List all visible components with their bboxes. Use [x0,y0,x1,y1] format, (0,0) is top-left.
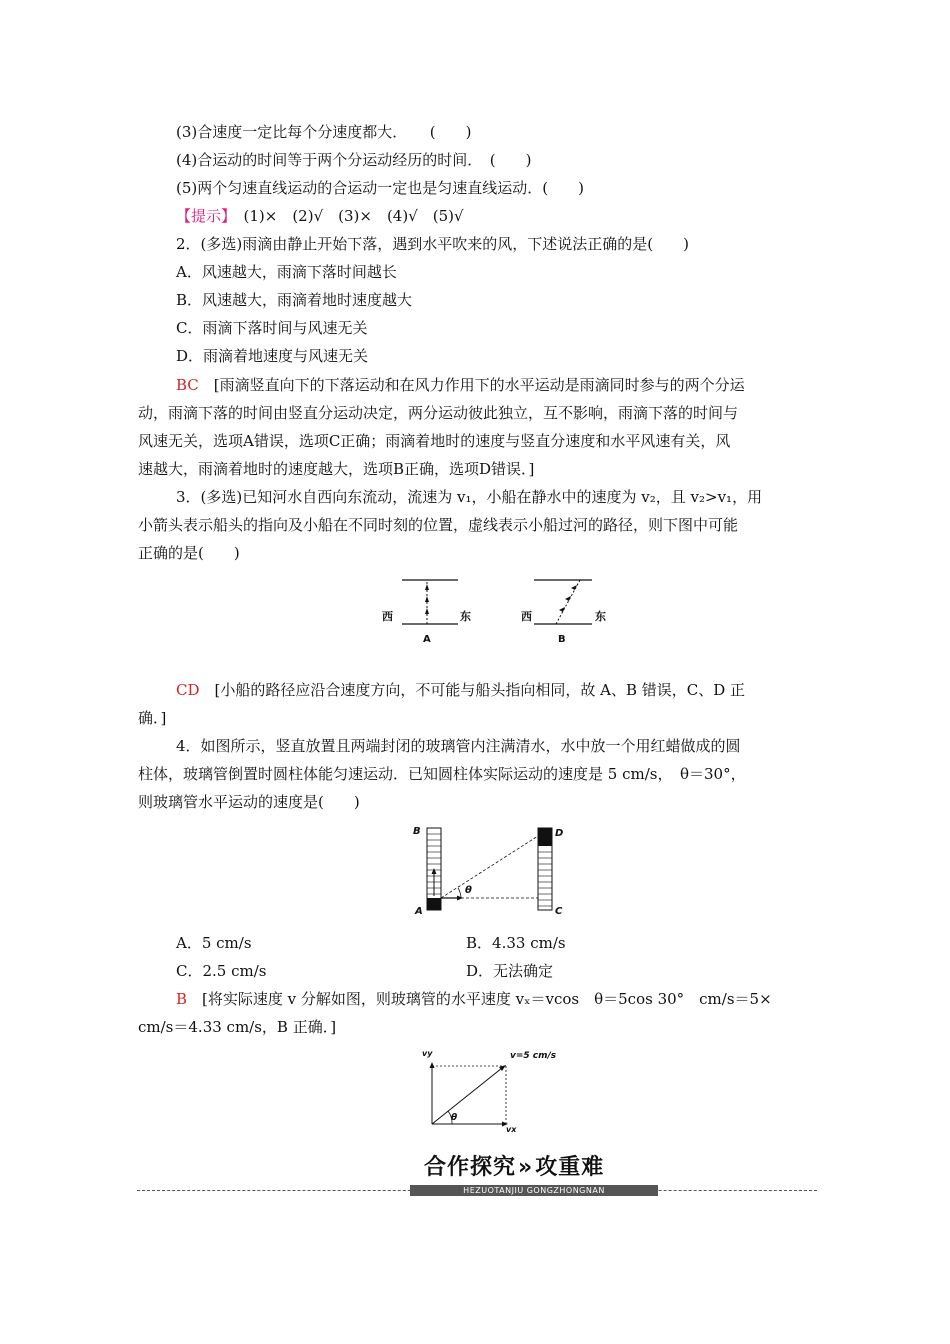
arrow-up-icon [432,868,437,874]
judge-item-5: (5)两个匀速直线运动的合运动一定也是匀速直线运动．( ) [176,179,584,197]
q3-explanation-1: [小船的路径应沿合速度方向，不可能与船头指向相同，故 A、B 错误，C、D 正 [199,681,746,699]
figure-b-west-label: 西 [521,610,532,623]
q3-explanation-2: 确．] [138,709,167,727]
q4-stem-2: 柱体，玻璃管倒置时圆柱体能匀速运动．已知圆柱体实际运动的速度是 5 cm/s， θ＝30°， [138,765,746,783]
label-theta: θ [451,1113,458,1123]
label-b: B [413,826,421,837]
chevron-right-icon: » [518,1155,534,1180]
section-banner-subtitle: HEZUOTANJIU GONGZHONGNAN [410,1185,658,1196]
figure-b-east-label: 东 [595,610,606,623]
q2-option-b: B．风速越大，雨滴着地时速度越大 [176,291,413,309]
q3-stem-1: 3．(多选)已知河水自西向东流动，流速为 v₁，小船在静水中的速度为 v₂，且 v₂>v₁，用 [176,488,763,506]
q2-explanation-2: 动，雨滴下落的时间由竖直分运动决定，两分运动彼此独立，互不影响，雨滴下落的时间与 [138,404,739,422]
judge-item-4: (4)合运动的时间等于两个分运动经历的时间． ( ) [176,151,532,169]
q2-answer-line [176,375,745,395]
q2-explanation-3: 风速无关，选项A错误，选项C正确；雨滴着地时的速度与竖直分速度和水平风速有关，风 [138,432,731,450]
q2-option-c: C．雨滴下落时间与风速无关 [176,319,368,337]
red-wax-cylinder-end [538,828,552,846]
figure-b-path [556,580,580,624]
right-tube-stripes [538,852,552,906]
hint-line [176,206,464,226]
q4-option-b: B．4.33 cm/s [466,934,566,952]
q4-option-a: A．5 cm/s [176,934,252,952]
q4-option-c: C．2.5 cm/s [176,962,267,980]
resultant-velocity-vector [432,1068,502,1124]
q4-explanation-2: cm/s＝4.33 cm/s，B 正确．] [138,1018,337,1036]
q2-answer: BC [176,376,199,394]
section-banner-title [424,1150,604,1181]
q3-stem-3: 正确的是( ) [138,544,240,562]
hint-answers: (1)× (2)√ (3)× (4)√ (5)√ [228,207,464,225]
label-a: A [415,906,423,917]
figure-a-arrow-icon [425,596,429,602]
q4-explanation-1: [将实际速度 v 分解如图，则玻璃管的水平速度 vₓ＝vcos θ＝5cos 30° cm/s＝5× [187,990,772,1008]
actual-path-dashed [441,836,538,898]
q2-option-d: D．雨滴着地速度与风速无关 [176,347,369,365]
figure-a-label: A [423,634,431,645]
figure-a-east-label: 东 [460,610,471,623]
glass-tube-figure [405,818,585,922]
q4-stem-3: 则玻璃管水平运动的速度是( ) [138,793,360,811]
red-wax-cylinder-start [427,898,441,910]
velocity-decomposition-figure [418,1044,568,1134]
q4-stem-1: 4．如图所示，竖直放置且两端封闭的玻璃管内注满清水，水中放一个用红蜡做成的圆 [176,737,741,755]
label-v: v=5 cm/s [510,1051,557,1061]
figure-b-label: B [558,634,566,645]
label-vx: vx [506,1125,517,1134]
label-vy: vy [422,1049,433,1058]
banner-title-1: 合作探究 [424,1155,517,1180]
q2-explanation-1: [雨滴竖直向下的下落运动和在风力作用下的水平运动是雨滴同时参与的两个分运 [198,376,745,394]
hint-label: 【提示】 [176,207,229,225]
q4-answer: B [176,990,188,1008]
figure-a-arrow-icon [425,608,429,614]
q2-option-a: A．风速越大，雨滴下落时间越长 [176,263,397,281]
label-d: D [555,828,564,839]
label-c: C [555,906,563,917]
q4-answer-line [176,989,772,1009]
river-crossing-figure [380,570,620,650]
label-theta: θ [465,885,472,896]
judge-item-3: (3)合速度一定比每个分速度都大． ( ) [176,123,472,141]
q3-answer: CD [176,681,200,699]
figure-a-west-label: 西 [382,610,393,623]
q4-option-d: D．无法确定 [466,962,554,980]
q3-stem-2: 小箭头表示船头的指向及小船在不同时刻的位置，虚线表示小船过河的路径，则下图中可能 [138,516,739,534]
q2-stem: 2．(多选)雨滴由静止开始下落，遇到水平吹来的风，下述说法正确的是( ) [176,235,689,253]
figure-a-arrow-icon [425,584,429,590]
arrow-right-icon [457,896,463,901]
arrow-up-icon [430,1062,435,1068]
q2-explanation-4: 速越大，雨滴着地时的速度越大，选项B正确，选项D错误．] [138,460,535,478]
q3-answer-line [176,680,745,700]
banner-title-2: 攻重难 [535,1155,605,1180]
